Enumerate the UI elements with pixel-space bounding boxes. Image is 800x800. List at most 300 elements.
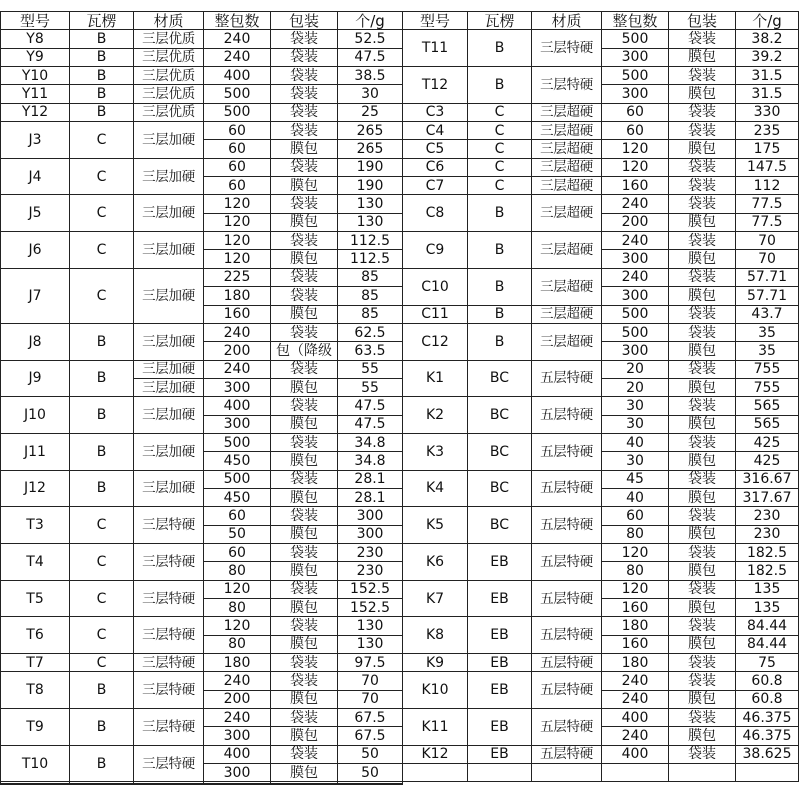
- per-gram-cell: 130: [338, 617, 403, 635]
- per-gram-cell: 55: [338, 378, 403, 396]
- model-cell: J12: [1, 470, 70, 507]
- model-cell: T6: [1, 617, 70, 654]
- pack-count-cell: 120: [204, 232, 271, 250]
- flute-cell: C: [70, 617, 134, 654]
- packaging-cell: 膜包: [669, 727, 736, 745]
- model-cell: J10: [1, 397, 70, 434]
- per-gram-cell: 330: [736, 103, 799, 121]
- per-gram-cell: 85: [338, 305, 403, 323]
- pack-count-cell: 180: [602, 654, 669, 672]
- table-row: [1, 323, 799, 341]
- material-cell: 五层特硬: [532, 360, 602, 397]
- model-cell: C6: [403, 158, 468, 176]
- model-cell: K8: [403, 617, 468, 654]
- pack-count-cell: 300: [204, 764, 271, 782]
- flute-cell: B: [70, 67, 134, 85]
- pack-count-cell: 500: [602, 323, 669, 341]
- pack-count-cell: 500: [602, 30, 669, 48]
- material-cell: 三层加硬: [134, 470, 204, 507]
- packaging-cell: 膜包: [271, 525, 338, 543]
- pack-count-cell: 60: [204, 140, 271, 158]
- pack-count-cell: 450: [204, 488, 271, 506]
- table-row: [1, 85, 799, 103]
- model-cell: C7: [403, 177, 468, 195]
- packaging-cell: 膜包: [669, 250, 736, 268]
- table-row: [1, 709, 799, 727]
- pack-count-cell: 200: [204, 690, 271, 708]
- packaging-cell: 膜包: [669, 48, 736, 66]
- flute-cell: B: [70, 470, 134, 507]
- packaging-cell: 膜包: [271, 213, 338, 231]
- flute-cell: B: [70, 672, 134, 709]
- flute-cell: B: [468, 30, 532, 67]
- packaging-cell: 袋装: [669, 507, 736, 525]
- pack-count-cell: 60: [602, 507, 669, 525]
- material-cell: 五层特硬: [532, 470, 602, 507]
- packaging-cell: 袋装: [271, 195, 338, 213]
- table-row: [1, 122, 799, 140]
- packaging-cell: 膜包: [271, 727, 338, 745]
- per-gram-cell: 135: [736, 599, 799, 617]
- material-cell: 三层优质: [134, 48, 204, 66]
- pack-count-cell: 20: [602, 360, 669, 378]
- per-gram-cell: 235: [736, 122, 799, 140]
- material-cell: 三层特硬: [532, 67, 602, 104]
- header-cell-material: 材质: [134, 12, 204, 30]
- pack-count-cell: 240: [602, 195, 669, 213]
- model-cell: J11: [1, 433, 70, 470]
- header-row: [1, 12, 799, 30]
- model-cell: Y8: [1, 30, 70, 48]
- per-gram-cell: 317.67: [736, 488, 799, 506]
- packaging-cell: 袋装: [669, 470, 736, 488]
- packaging-cell: 袋装: [669, 360, 736, 378]
- flute-cell: B: [468, 305, 532, 323]
- pack-count-cell: 180: [204, 654, 271, 672]
- per-gram-cell: 70: [736, 232, 799, 250]
- table-row: [1, 543, 799, 561]
- per-gram-cell: 38.5: [338, 67, 403, 85]
- packaging-cell: 袋装: [271, 580, 338, 598]
- flute-cell: EB: [468, 580, 532, 617]
- packaging-cell: 膜包: [669, 140, 736, 158]
- packaging-cell: 膜包: [271, 452, 338, 470]
- table-row: [1, 654, 799, 672]
- pack-count-cell: 240: [204, 672, 271, 690]
- per-gram-cell: 300: [338, 525, 403, 543]
- pack-count-cell: 300: [602, 250, 669, 268]
- per-gram-cell: 265: [338, 122, 403, 140]
- packaging-cell: 包（降级: [271, 342, 338, 360]
- packaging-cell: 膜包: [271, 635, 338, 653]
- pack-count-cell: 300: [204, 727, 271, 745]
- flute-cell: EB: [468, 709, 532, 746]
- material-cell: 三层优质: [134, 30, 204, 48]
- model-cell: Y10: [1, 67, 70, 85]
- packaging-cell: 袋装: [271, 122, 338, 140]
- packaging-cell: 膜包: [669, 213, 736, 231]
- flute-cell: C: [70, 507, 134, 544]
- flute-cell: B: [70, 323, 134, 360]
- per-gram-cell: 755: [736, 378, 799, 396]
- packaging-cell: 袋装: [669, 268, 736, 286]
- material-cell: 五层特硬: [532, 709, 602, 746]
- pack-count-cell: 80: [602, 562, 669, 580]
- per-gram-cell: 46.375: [736, 727, 799, 745]
- per-gram-cell: 47.5: [338, 415, 403, 433]
- pack-count-cell: 60: [204, 543, 271, 561]
- pack-count-cell: 30: [602, 452, 669, 470]
- pack-count-cell: 240: [204, 709, 271, 727]
- per-gram-cell: 62.5: [338, 323, 403, 341]
- material-cell: 三层超硬: [532, 268, 602, 305]
- per-gram-cell: 112: [736, 177, 799, 195]
- header-cell-material: 材质: [532, 12, 602, 30]
- flute-cell: C: [468, 177, 532, 195]
- pack-count-cell: 500: [602, 305, 669, 323]
- pack-count-cell: 120: [602, 158, 669, 176]
- pack-count-cell: 30: [602, 397, 669, 415]
- material-cell: 三层特硬: [134, 709, 204, 746]
- table-row: [1, 30, 799, 48]
- model-cell: K1: [403, 360, 468, 397]
- per-gram-cell: 112.5: [338, 232, 403, 250]
- material-cell: 三层加硬: [134, 122, 204, 159]
- flute-cell: C: [70, 122, 134, 159]
- per-gram-cell: 50: [338, 745, 403, 763]
- packaging-cell: 膜包: [669, 342, 736, 360]
- packaging-cell: 袋装: [669, 433, 736, 451]
- material-cell: 三层加硬: [134, 378, 204, 396]
- flute-cell: C: [70, 158, 134, 195]
- flute-cell: C: [468, 158, 532, 176]
- packaging-cell: 袋装: [271, 397, 338, 415]
- packaging-cell: 膜包: [271, 305, 338, 323]
- pack-count-cell: 400: [602, 745, 669, 763]
- packaging-cell: 袋装: [271, 433, 338, 451]
- flute-cell: EB: [468, 672, 532, 709]
- pack-count-cell: 160: [204, 305, 271, 323]
- model-cell: K11: [403, 709, 468, 746]
- packaging-cell: 袋装: [271, 654, 338, 672]
- per-gram-cell: 152.5: [338, 599, 403, 617]
- material-cell: 三层超硬: [532, 195, 602, 232]
- pack-count-cell: 80: [602, 525, 669, 543]
- packaging-cell: 袋装: [669, 158, 736, 176]
- material-cell: 三层超硬: [532, 103, 602, 121]
- pack-count-cell: 240: [204, 360, 271, 378]
- pack-count-cell: 300: [204, 415, 271, 433]
- model-cell: T11: [403, 30, 468, 67]
- table-row: [1, 672, 799, 690]
- flute-cell: BC: [468, 507, 532, 544]
- table-row: [1, 507, 799, 525]
- model-cell: T9: [1, 709, 70, 746]
- flute-cell: B: [70, 709, 134, 746]
- flute-cell: BC: [468, 470, 532, 507]
- per-gram-cell: 34.8: [338, 433, 403, 451]
- flute-cell: EB: [468, 654, 532, 672]
- packaging-cell: 膜包: [669, 287, 736, 305]
- packaging-cell: 膜包: [669, 562, 736, 580]
- per-gram-cell: 55: [338, 360, 403, 378]
- per-gram-cell: 425: [736, 433, 799, 451]
- model-cell: T8: [1, 672, 70, 709]
- per-gram-cell: 47.5: [338, 48, 403, 66]
- packaging-cell: 袋装: [669, 323, 736, 341]
- material-cell: 三层加硬: [134, 232, 204, 269]
- pack-count-cell: 120: [602, 140, 669, 158]
- table-row: [1, 48, 799, 66]
- table-row: [1, 268, 799, 286]
- per-gram-cell: 565: [736, 415, 799, 433]
- empty-cell: [70, 783, 134, 784]
- per-gram-cell: 190: [338, 158, 403, 176]
- table-row: [1, 433, 799, 451]
- pack-count-cell: 300: [602, 287, 669, 305]
- pack-count-cell: 80: [204, 562, 271, 580]
- packaging-cell: 袋装: [669, 580, 736, 598]
- pack-count-cell: 60: [204, 122, 271, 140]
- packaging-cell: 袋装: [271, 30, 338, 48]
- model-cell: J3: [1, 122, 70, 159]
- packaging-cell: 袋装: [271, 360, 338, 378]
- model-cell: J6: [1, 232, 70, 269]
- material-cell: 三层加硬: [134, 323, 204, 360]
- per-gram-cell: 230: [736, 525, 799, 543]
- model-cell: T5: [1, 580, 70, 617]
- flute-cell: BC: [468, 433, 532, 470]
- per-gram-cell: 30: [338, 85, 403, 103]
- model-cell: J9: [1, 360, 70, 397]
- empty-cell: [669, 764, 736, 782]
- flute-cell: EB: [468, 617, 532, 654]
- material-cell: 三层加硬: [134, 397, 204, 434]
- flute-cell: C: [70, 232, 134, 269]
- per-gram-cell: 85: [338, 287, 403, 305]
- packaging-cell: 膜包: [271, 562, 338, 580]
- table-row: [1, 470, 799, 488]
- pack-count-cell: 500: [602, 67, 669, 85]
- header-cell-model: 型号: [403, 12, 468, 30]
- empty-cell: [134, 783, 204, 784]
- header-cell-packaging: 包装: [669, 12, 736, 30]
- per-gram-cell: 130: [338, 195, 403, 213]
- material-cell: 五层特硬: [532, 672, 602, 709]
- model-cell: K3: [403, 433, 468, 470]
- empty-cell: [204, 783, 271, 784]
- model-cell: K12: [403, 745, 468, 763]
- table-row: [1, 103, 799, 121]
- per-gram-cell: 38.2: [736, 30, 799, 48]
- empty-cell: [602, 764, 669, 782]
- material-cell: 三层超硬: [532, 323, 602, 360]
- packaging-cell: 袋装: [669, 122, 736, 140]
- flute-cell: BC: [468, 397, 532, 434]
- model-cell: K7: [403, 580, 468, 617]
- pack-count-cell: 200: [602, 213, 669, 231]
- pack-count-cell: 120: [602, 580, 669, 598]
- product-spec-table: [0, 11, 799, 785]
- material-cell: 三层优质: [134, 103, 204, 121]
- model-cell: Y11: [1, 85, 70, 103]
- packaging-cell: 膜包: [271, 378, 338, 396]
- empty-cell: [271, 783, 338, 784]
- material-cell: 三层特硬: [134, 617, 204, 654]
- per-gram-cell: 70: [338, 672, 403, 690]
- table-row: [1, 360, 799, 378]
- flute-cell: B: [468, 232, 532, 269]
- per-gram-cell: 63.5: [338, 342, 403, 360]
- per-gram-cell: 34.8: [338, 452, 403, 470]
- packaging-cell: 膜包: [669, 525, 736, 543]
- per-gram-cell: 175: [736, 140, 799, 158]
- flute-cell: C: [468, 103, 532, 121]
- pack-count-cell: 80: [204, 635, 271, 653]
- flute-cell: C: [468, 140, 532, 158]
- pack-count-cell: 60: [602, 103, 669, 121]
- table-row: [1, 67, 799, 85]
- packaging-cell: 膜包: [271, 140, 338, 158]
- flute-cell: C: [468, 122, 532, 140]
- pack-count-cell: 225: [204, 268, 271, 286]
- per-gram-cell: 67.5: [338, 727, 403, 745]
- packaging-cell: 袋装: [271, 158, 338, 176]
- per-gram-cell: 39.2: [736, 48, 799, 66]
- per-gram-cell: 57.71: [736, 268, 799, 286]
- pack-count-cell: 60: [602, 122, 669, 140]
- material-cell: 三层加硬: [134, 158, 204, 195]
- model-cell: J4: [1, 158, 70, 195]
- per-gram-cell: 152.5: [338, 580, 403, 598]
- pack-count-cell: 45: [602, 470, 669, 488]
- packaging-cell: 袋装: [271, 103, 338, 121]
- flute-cell: C: [70, 654, 134, 672]
- model-cell: K2: [403, 397, 468, 434]
- per-gram-cell: 57.71: [736, 287, 799, 305]
- pack-count-cell: 240: [204, 30, 271, 48]
- pack-count-cell: 160: [602, 635, 669, 653]
- per-gram-cell: 60.8: [736, 672, 799, 690]
- header-cell-flute: 瓦楞: [70, 12, 134, 30]
- model-cell: K6: [403, 543, 468, 580]
- packaging-cell: 袋装: [271, 268, 338, 286]
- flute-cell: B: [70, 103, 134, 121]
- packaging-cell: 袋装: [271, 85, 338, 103]
- pack-count-cell: 240: [602, 672, 669, 690]
- model-cell: J5: [1, 195, 70, 232]
- material-cell: 三层特硬: [134, 507, 204, 544]
- pack-count-cell: 300: [602, 342, 669, 360]
- per-gram-cell: 46.375: [736, 709, 799, 727]
- material-cell: 五层特硬: [532, 654, 602, 672]
- table-row: [1, 397, 799, 415]
- table-row: [1, 745, 799, 763]
- pack-count-cell: 50: [204, 525, 271, 543]
- flute-cell: B: [70, 397, 134, 434]
- packaging-cell: 袋装: [271, 507, 338, 525]
- packaging-cell: 袋装: [669, 177, 736, 195]
- packaging-cell: 膜包: [669, 690, 736, 708]
- pack-count-cell: 160: [602, 177, 669, 195]
- table-row: [1, 195, 799, 213]
- per-gram-cell: 67.5: [338, 709, 403, 727]
- packaging-cell: 膜包: [271, 250, 338, 268]
- packaging-cell: 袋装: [271, 48, 338, 66]
- packaging-cell: 膜包: [669, 599, 736, 617]
- pack-count-cell: 180: [204, 287, 271, 305]
- pack-count-cell: 400: [204, 67, 271, 85]
- material-cell: 五层特硬: [532, 397, 602, 434]
- model-cell: K5: [403, 507, 468, 544]
- pack-count-cell: 60: [204, 507, 271, 525]
- per-gram-cell: 565: [736, 397, 799, 415]
- per-gram-cell: 300: [338, 507, 403, 525]
- header-cell-pack-count: 整包数: [602, 12, 669, 30]
- pack-count-cell: 60: [204, 177, 271, 195]
- packaging-cell: 袋装: [669, 232, 736, 250]
- table-row: [1, 580, 799, 598]
- per-gram-cell: 135: [736, 580, 799, 598]
- material-cell: 三层超硬: [532, 232, 602, 269]
- per-gram-cell: 130: [338, 635, 403, 653]
- flute-cell: C: [70, 543, 134, 580]
- material-cell: 五层特硬: [532, 580, 602, 617]
- empty-cell: [403, 764, 468, 782]
- packaging-cell: 袋装: [669, 195, 736, 213]
- pack-count-cell: 500: [204, 103, 271, 121]
- pack-count-cell: 240: [204, 323, 271, 341]
- packaging-cell: 袋装: [271, 543, 338, 561]
- pack-count-cell: 450: [204, 452, 271, 470]
- pack-count-cell: 120: [204, 195, 271, 213]
- per-gram-cell: 28.1: [338, 470, 403, 488]
- packaging-cell: 袋装: [271, 67, 338, 85]
- pack-count-cell: 240: [602, 690, 669, 708]
- material-cell: 三层特硬: [134, 654, 204, 672]
- packaging-cell: 袋装: [271, 745, 338, 763]
- model-cell: C8: [403, 195, 468, 232]
- model-cell: C3: [403, 103, 468, 121]
- pack-count-cell: 30: [602, 415, 669, 433]
- per-gram-cell: 70: [736, 250, 799, 268]
- flute-cell: B: [70, 30, 134, 48]
- header-cell-per-gram: 个/g: [736, 12, 799, 30]
- packaging-cell: 膜包: [271, 488, 338, 506]
- packaging-cell: 袋装: [271, 617, 338, 635]
- per-gram-cell: 43.7: [736, 305, 799, 323]
- flute-cell: B: [468, 268, 532, 305]
- pack-count-cell: 40: [602, 433, 669, 451]
- model-cell: T7: [1, 654, 70, 672]
- per-gram-cell: 75: [736, 654, 799, 672]
- pack-count-cell: 240: [602, 727, 669, 745]
- per-gram-cell: 130: [338, 213, 403, 231]
- empty-cell: [532, 764, 602, 782]
- packaging-cell: 袋装: [669, 654, 736, 672]
- per-gram-cell: 77.5: [736, 213, 799, 231]
- flute-cell: C: [70, 580, 134, 617]
- pack-count-cell: 40: [602, 488, 669, 506]
- packaging-cell: 袋装: [271, 323, 338, 341]
- pack-count-cell: 300: [204, 378, 271, 396]
- flute-cell: B: [468, 67, 532, 104]
- per-gram-cell: 85: [338, 268, 403, 286]
- packaging-cell: 袋装: [669, 672, 736, 690]
- per-gram-cell: 112.5: [338, 250, 403, 268]
- per-gram-cell: 84.44: [736, 617, 799, 635]
- pack-count-cell: 300: [602, 85, 669, 103]
